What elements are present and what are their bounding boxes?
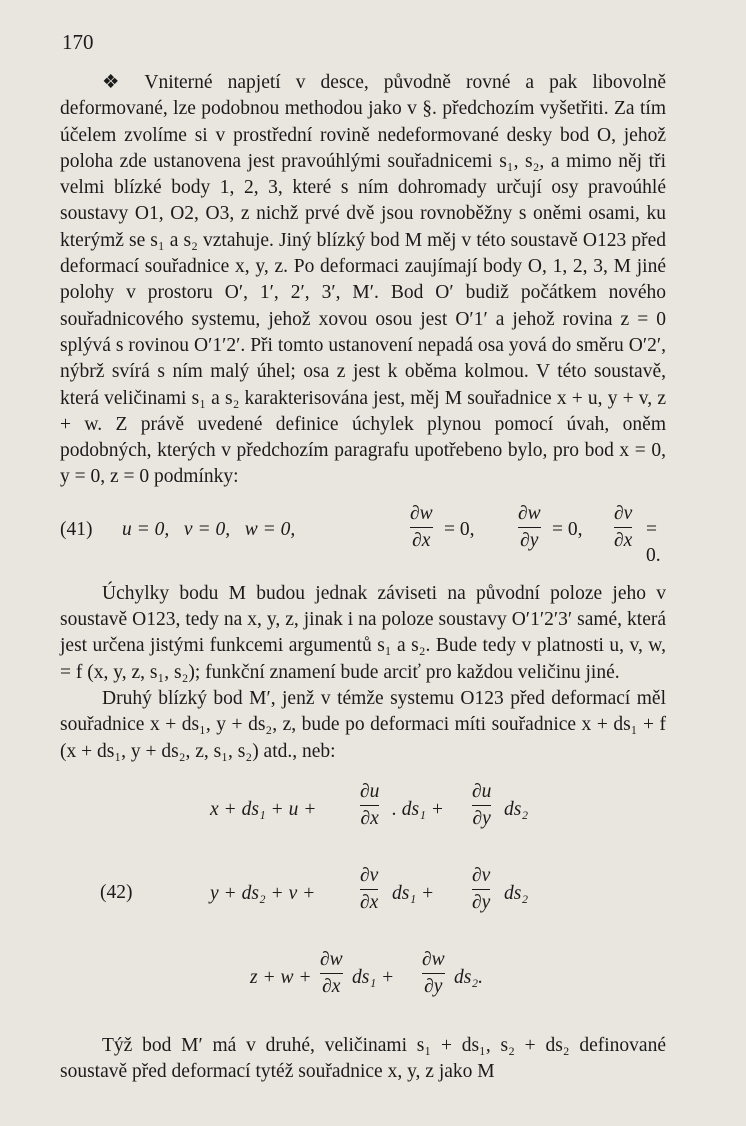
eq41-f1-den: ∂x [412,529,431,551]
body-text [60,70,666,1085]
paragraph-1 [60,70,666,491]
eq42-r2-f2-den: ∂y [472,891,491,913]
eq42-r1-b: . ds₁ + [392,798,444,820]
eq42-r1-fraction-1 [360,781,379,830]
fraction-bar [518,527,541,528]
paragraph-3: Druhý blízký bod M′, jenž v témže systemu O123 před deformací měl souřadnice x + ds₁, y + ds₂, z, bude po deformaci míti souřadnice x + ds₁ + f (x + ds₁, y + ds₂, z, s₁, s₂) atd., neb: [60,687,666,762]
eq41-f3-den: ∂x [614,529,633,551]
eq42-r2-a: y + ds₂ + v + [210,882,316,904]
eq42-r2-f2-num: ∂v [472,864,491,886]
eq41-f2-den: ∂y [520,529,539,551]
page-number: 170 [62,30,94,54]
eq42-r2-fraction-2 [472,865,490,914]
eq41-f1-after: = 0, [444,518,475,540]
eq41-f1-num: ∂w [410,502,433,524]
eq42-r1-fraction-2 [472,781,491,830]
eq41-f3-num: ∂v [614,502,633,524]
eq42-r2-f1-den: ∂x [360,891,379,913]
equation-42-number: (42) [100,881,133,903]
eq42-r3-fraction-2 [422,949,445,998]
eq42-r1-f1-den: ∂x [360,807,379,829]
fraction-bar [360,889,378,890]
eq42-row-3 [210,943,670,1013]
paragraph-2: Úchylky bodu M budou jednak záviseti na původní poloze jeho v soustavě O123, tedy na x, y, z, jinak i na poloze soustavy O′1′2′3′ samé, která jest určena jistými funkcemi argumentů s₁ a s₂. Bude tedy v platnosti u, v, w, = f (x, y, z, s₁, s₂); funkční znamení bude arciť pro každou veličinu jiné. [60,582,666,683]
fraction-bar [320,973,343,974]
eq42-r3-c: ds₂. [454,966,483,988]
eq42-r2-c: ds₂ [504,882,529,904]
eq41-f2-num: ∂w [518,502,541,524]
paragraph-mark: ❖ [102,72,130,93]
eq42-row-2 [210,859,670,929]
eq42-r1-f2-den: ∂y [472,807,491,829]
fraction-bar [614,527,632,528]
fraction-bar [410,527,433,528]
eq42-r1-f2-num: ∂u [472,780,492,802]
eq42-r3-f2-den: ∂y [424,975,443,997]
eq42-r3-f1-den: ∂x [322,975,341,997]
eq42-r3-a: z + w + [250,966,312,988]
equation-41-number: (41) [60,518,93,540]
equation-42 [60,775,666,1025]
eq42-r1-a: x + ds₁ + u + [210,798,317,820]
eq42-r1-f1-num: ∂u [360,780,380,802]
paragraph-1-text: Vniterné napjetí v desce, původně rovné a pak libovolně deformované, lze podobnou methodou jako v §. předchozím vyšetřiti. Za tím účelem zvolíme si v prostřední rovině nedeformované desky bod O, jehož poloha zde ustanovena jest pravoúhlými souřadnicemi s₁, s₂, a mimo něj tři velmi blízké body 1, 2, 3, které s ním dohromady určují osy pravoúhlé soustavy O1, O2, O3, z nichž prvé dvě jsou rovnoběžny s oněmi osami, ku kterýmž se s₁ a s₂ vztahuje. Jiný blízký bod M měj v této soustavě O123 před deformací souřadnice x, y, z. Po deformaci zaujímají body O, 1, 2, 3, M jiné polohy v prostoru O′, 1′, 2′, 3′, M′. Bod O′ budiž počátkem nového souřadnicového systemu, jehož xovou osou jest O′1′ a jehož rovina z = 0 splývá s rovinou O′1′2′. Při tomto ustanovení nepadá osa yová do směru O′2′, nýbrž svírá s ním malý úhel; osa z jest k oběma kolmou. V této soustavě, která veličinami s₁ a s₂ karakterisována jest, měj M souřadnice x + u, y + v, z + w. Z právě uvedené definice úchylek plynou pomocí úvah, oněm podobných, kterých v předchozím paragrafu upotřebeno bylo, pro bod x = 0, y = 0, z = 0 podmínky: [60,72,666,488]
eq42-r1-c: ds₂ [504,798,529,820]
equation-41 [60,497,666,569]
equation-41-lead: u = 0, v = 0, w = 0, [122,518,296,540]
eq42-r3-f1-num: ∂w [320,948,343,970]
eq41-fraction-2 [518,503,541,552]
eq41-fraction-1 [410,503,433,552]
fraction-bar [360,805,379,806]
eq42-r3-fraction-1 [320,949,343,998]
eq41-f3-after: = 0. [646,518,661,567]
eq42-r2-fraction-1 [360,865,378,914]
fraction-bar [472,805,491,806]
eq42-r2-f1-num: ∂v [360,864,379,886]
fraction-bar [422,973,445,974]
fraction-bar [472,889,490,890]
eq42-r2-b: ds₁ + [392,882,435,904]
eq41-fraction-3 [614,503,632,552]
eq42-r3-f2-num: ∂w [422,948,445,970]
eq42-row-1 [210,775,670,845]
eq42-r3-b: ds₁ + [352,966,395,988]
eq41-f2-after: = 0, [552,518,583,540]
paragraph-4: Týž bod M′ má v druhé, veličinami s₁ + ds₁, s₂ + ds₂ definované soustavě před deformací tytéž souřadnice x, y, z jako M [60,1034,666,1083]
